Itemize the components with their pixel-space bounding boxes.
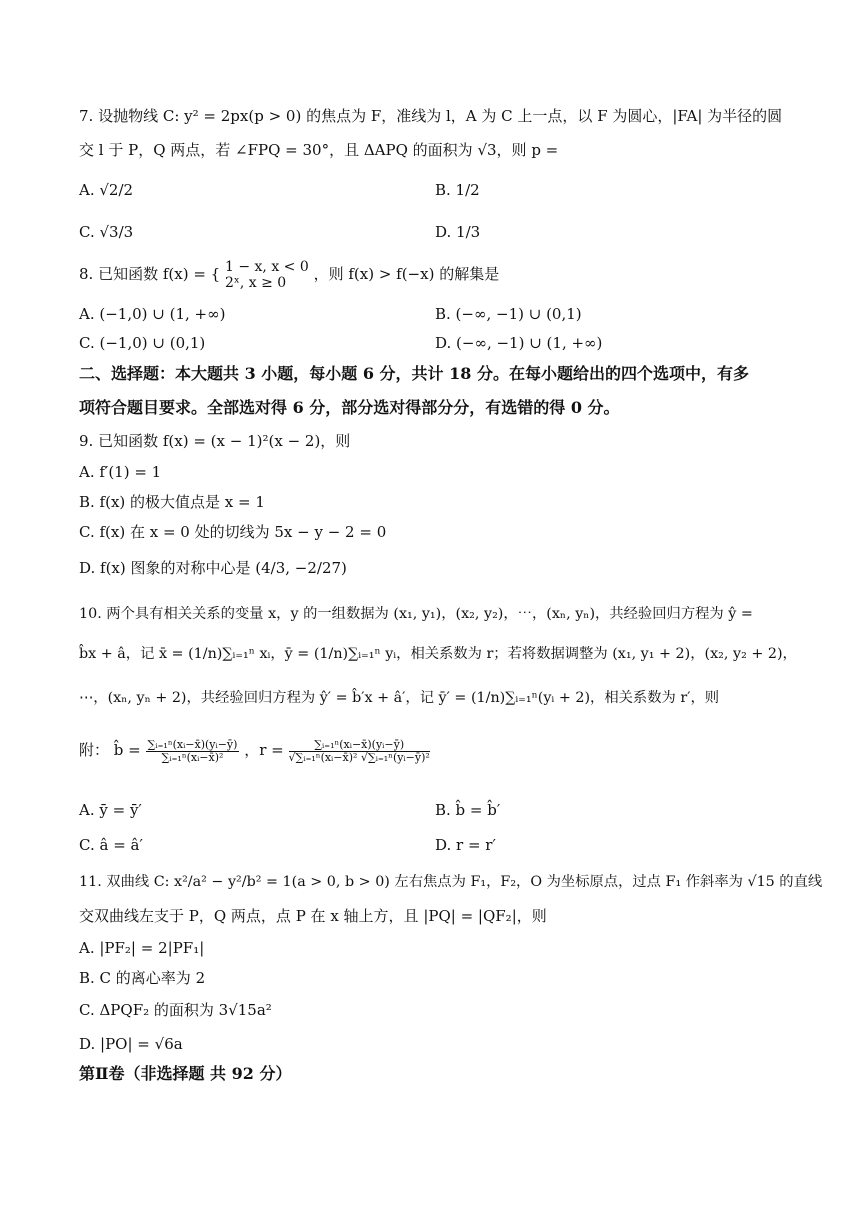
q9-option-a: A. f′(1) = 1 (79, 463, 162, 481)
q9-stem: 9. 已知函数 f(x) = (x − 1)²(x − 2)，则 (79, 432, 351, 450)
section2-heading-line1: 二、选择题：本大题共 3 小题，每小题 6 分，共计 18 分。在每小题给出的四个选项中，有多 (79, 364, 749, 383)
q8-option-b: B. (−∞, −1) ∪ (0,1) (435, 305, 582, 323)
q11-option-d: D. |PO| = √6a (79, 1035, 183, 1053)
b-hat-fraction (146, 739, 240, 764)
q8-case-2: 2ˣ, x ≥ 0 (225, 275, 287, 291)
q10-stem-line1: 10. 两个具有相关关系的变量 x，y 的一组数据为 (x₁, y₁)，(x₂, y₂)，⋯，(xₙ, yₙ)，共经验回归方程为 ŷ = (79, 606, 753, 622)
q11-stem-line2: 交双曲线左支于 P，Q 两点，点 P 在 x 轴上方，且 |PQ| = |QF₂|，则 (79, 907, 547, 925)
q7-option-b: B. 1/2 (435, 181, 480, 199)
q10-stem-line2: b̂x + â，记 x̄ = (1/n)∑ᵢ₌₁ⁿ xᵢ，ȳ = (1/n)∑ᵢ₌₁ⁿ yᵢ，相关系数为 r；若将数据调整为 (x₁, y₁ + 2)，(x₂, y₂ + 2)， (79, 646, 797, 662)
q11-stem-line1: 11. 双曲线 C: x²/a² − y²/b² = 1(a > 0, b > 0) 左右焦点为 F₁，F₂，O 为坐标原点，过点 F₁ 作斜率为 √15 的直线 (79, 874, 823, 890)
q10-option-d: D. r = r′ (435, 836, 496, 854)
part2-heading: 第Ⅱ卷（非选择题 共 92 分） (79, 1064, 292, 1083)
q11-option-a: A. |PF₂| = 2|PF₁| (79, 939, 205, 957)
q8-case-1: 1 − x, x < 0 (225, 259, 309, 275)
q11-option-b: B. C 的离心率为 2 (79, 969, 206, 987)
q9-option-d: D. f(x) 图象的对称中心是 (4/3, −2/27) (79, 559, 347, 577)
q9-option-b: B. f(x) 的极大值点是 x = 1 (79, 493, 265, 511)
r-numerator: ∑ᵢ₌₁ⁿ(xᵢ−x̄)(yᵢ−ȳ) (289, 739, 430, 752)
b-hat-denominator: ∑ᵢ₌₁ⁿ(xᵢ−x̄)² (161, 750, 224, 764)
q10-appendix (79, 730, 430, 770)
q8-option-a: A. (−1,0) ∪ (1, +∞) (79, 305, 226, 323)
section2-heading-line2: 项符合题目要求。全部选对得 6 分，部分选对得部分分，有选错的得 0 分。 (79, 398, 620, 417)
q11-option-c: C. ΔPQF₂ 的面积为 3√15a² (79, 1001, 272, 1019)
q10-appendix-label: 附： (79, 741, 110, 759)
q7-option-c: C. √3/3 (79, 223, 134, 241)
b-hat-numerator: ∑ᵢ₌₁ⁿ(xᵢ−x̄)(yᵢ−ȳ) (147, 737, 238, 751)
q10-option-c: C. â = â′ (79, 836, 143, 854)
q7-stem-line2: 交 l 于 P，Q 两点，若 ∠FPQ = 30°，且 ΔAPQ 的面积为 √3，则 p = (79, 141, 559, 159)
r-denominator: √∑ᵢ₌₁ⁿ(xᵢ−x̄)² √∑ᵢ₌₁ⁿ(yᵢ−ȳ)² (288, 750, 430, 764)
b-hat-symbol: b̂ = (113, 741, 141, 759)
q8-stem-suffix: ，则 f(x) > f(−x) 的解集是 (313, 265, 500, 283)
q10-option-a: A. ȳ = ȳ′ (79, 801, 142, 819)
q8-piecewise-cases (225, 259, 309, 291)
q7-option-d: D. 1/3 (435, 223, 481, 241)
q7-stem-line1: 7. 设抛物线 C: y² = 2px(p > 0) 的焦点为 F，准线为 l，A 为 C 上一点，以 F 为圆心，|FA| 为半径的圆 (79, 107, 783, 125)
q8-option-c: C. (−1,0) ∪ (0,1) (79, 334, 206, 352)
r-symbol: ，r = (244, 741, 284, 759)
q8-stem (79, 258, 499, 291)
q7-option-a: A. √2/2 (79, 181, 134, 199)
q9-option-c: C. f(x) 在 x = 0 处的切线为 5x − y − 2 = 0 (79, 523, 387, 541)
r-fraction (289, 739, 430, 764)
q10-stem-line3: ⋯，(xₙ, yₙ + 2)，共经验回归方程为 ŷ′ = b̂′x + â′，记 ȳ′ = (1/n)∑ᵢ₌₁ⁿ(yᵢ + 2)，相关系数为 r′，则 (79, 690, 720, 706)
q8-option-d: D. (−∞, −1) ∪ (1, +∞) (435, 334, 603, 352)
q10-option-b: B. b̂ = b̂′ (435, 801, 501, 819)
q8-stem-prefix: 8. 已知函数 f(x) = { (79, 265, 221, 283)
